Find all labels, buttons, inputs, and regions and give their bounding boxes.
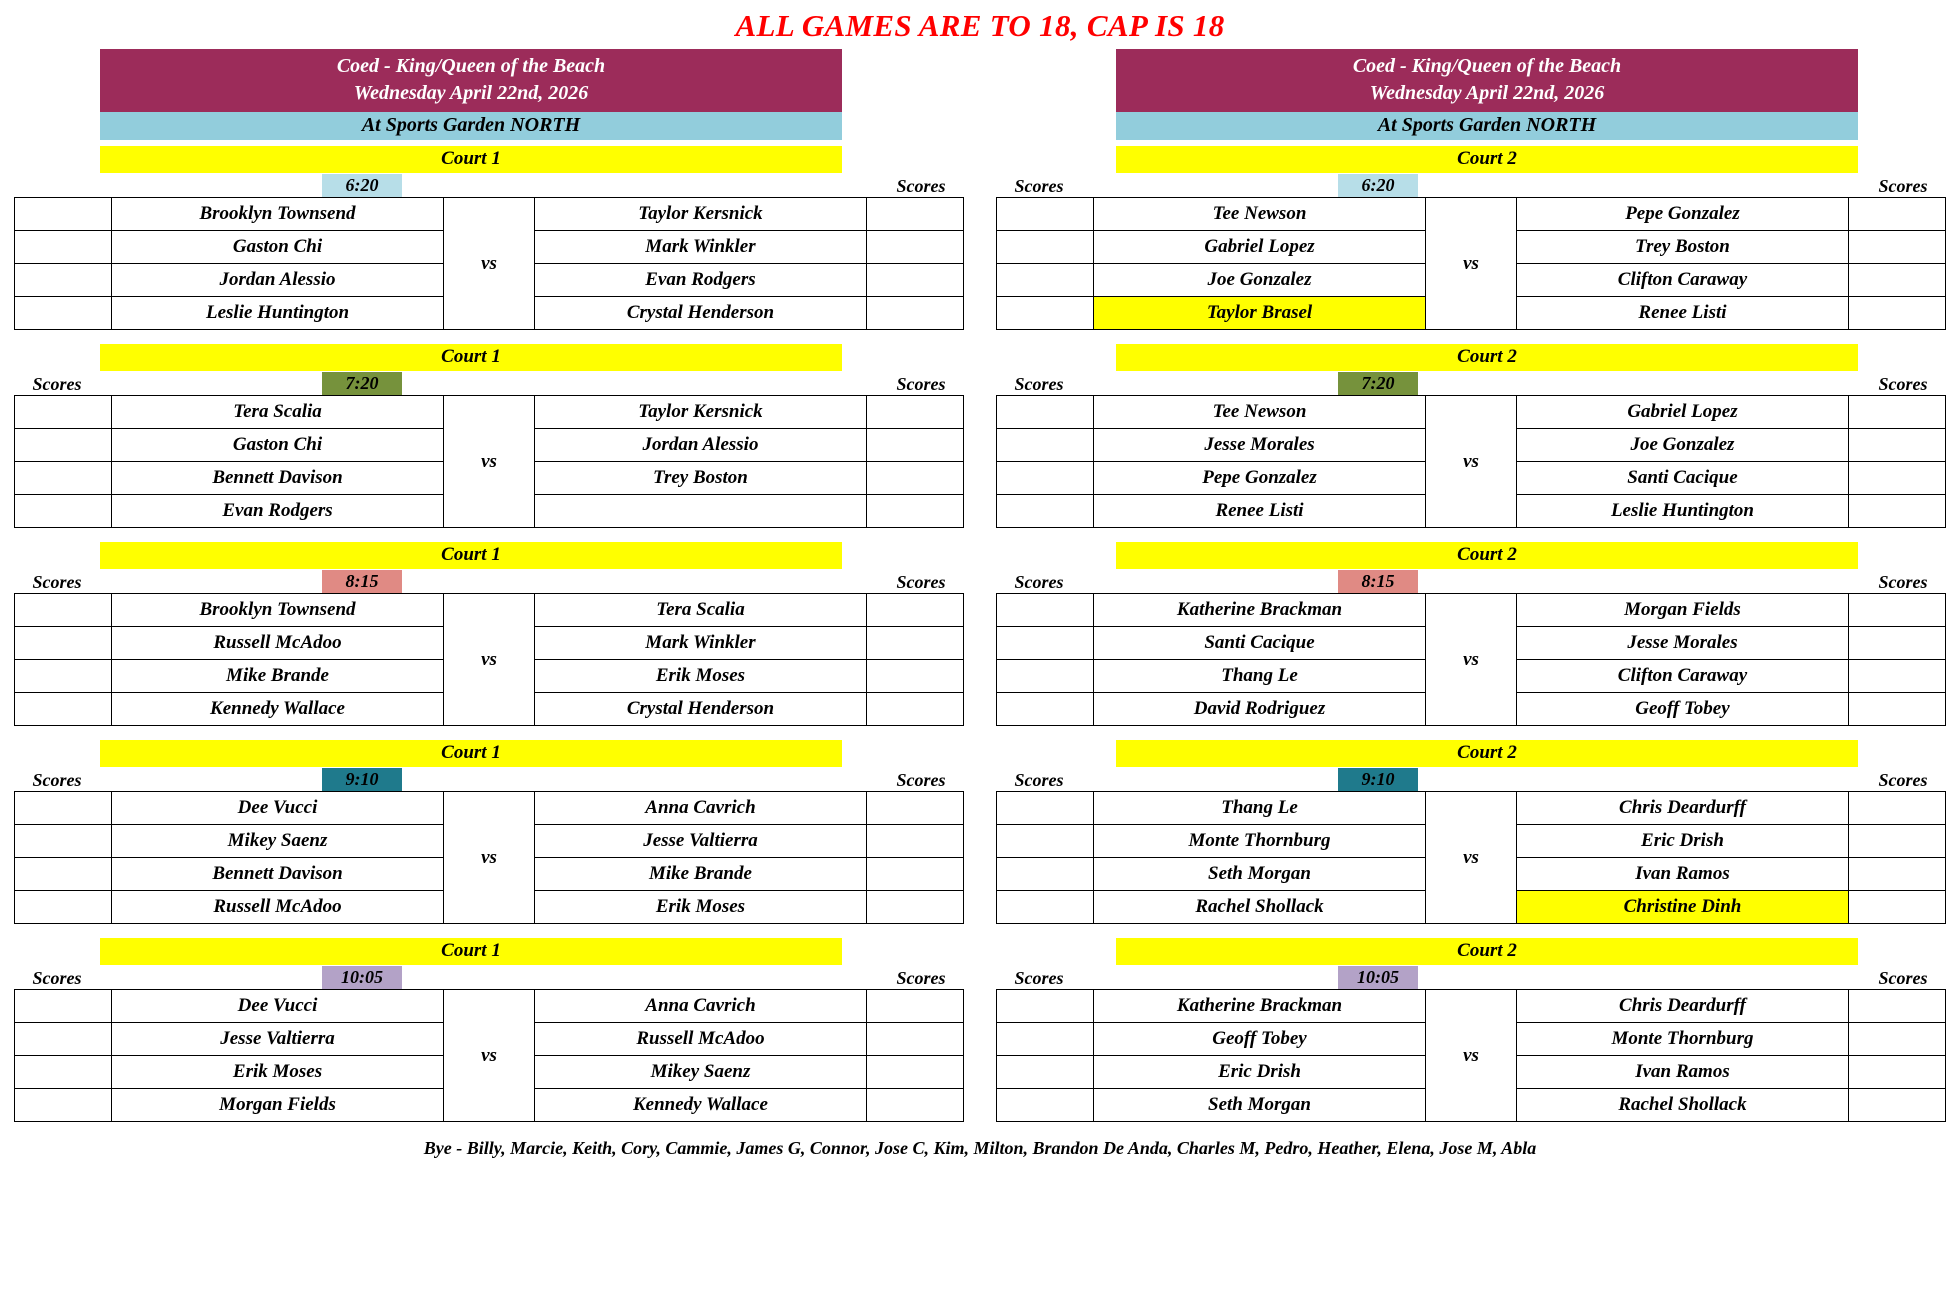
schedule-columns [0, 49, 1960, 1122]
score-input-left[interactable] [997, 693, 1094, 726]
versus-label: vs [1426, 594, 1516, 726]
score-input-left[interactable] [15, 627, 112, 660]
player-name[interactable]: Gabriel Lopez [1516, 396, 1849, 429]
player-name[interactable]: Taylor Kersnick [534, 198, 867, 231]
player-name[interactable]: Russell McAdoo [111, 891, 444, 924]
court-label: Court 1 [100, 542, 842, 569]
versus-label: vs [1426, 396, 1516, 528]
score-input-left[interactable] [997, 627, 1094, 660]
score-input-right[interactable] [867, 264, 964, 297]
score-input-right[interactable] [867, 891, 964, 924]
player-name[interactable]: Seth Morgan [1093, 1089, 1426, 1122]
score-input-right[interactable] [1849, 627, 1946, 660]
table-row [997, 990, 1946, 1023]
score-input-right[interactable] [1849, 693, 1946, 726]
score-input-left[interactable] [997, 1023, 1094, 1056]
score-input-right[interactable] [1849, 1089, 1946, 1122]
player-name[interactable]: Thang Le [1093, 660, 1426, 693]
scores-label-left: Scores [32, 770, 82, 790]
player-name[interactable]: Ivan Ramos [1516, 858, 1849, 891]
player-name[interactable]: Thang Le [1093, 792, 1426, 825]
player-name[interactable]: Eric Drish [1516, 825, 1849, 858]
player-name[interactable]: Eric Drish [1093, 1056, 1426, 1089]
match-table [14, 791, 964, 924]
event-venue-right: At Sports Garden NORTH [1116, 112, 1858, 140]
score-input-left[interactable] [997, 825, 1094, 858]
player-name[interactable]: Tee Newson [1093, 198, 1426, 231]
page-title: ALL GAMES ARE TO 18, CAP IS 18 [735, 8, 1225, 43]
player-name[interactable]: Chris Deardurff [1516, 792, 1849, 825]
match-table [14, 395, 964, 528]
court-label: Court 2 [1116, 146, 1858, 173]
player-name[interactable]: Crystal Henderson [534, 297, 867, 330]
player-name[interactable]: Seth Morgan [1093, 858, 1426, 891]
player-name[interactable]: Katherine Brackman [1093, 594, 1426, 627]
match-block [14, 542, 964, 726]
player-name[interactable]: Trey Boston [534, 462, 867, 495]
player-name[interactable]: Brooklyn Townsend [111, 198, 444, 231]
score-input-right[interactable] [867, 693, 964, 726]
score-input-right[interactable] [1849, 429, 1946, 462]
versus-label: vs [444, 396, 534, 528]
versus-label: vs [444, 990, 534, 1122]
match-table [996, 593, 1946, 726]
score-input-left[interactable] [15, 1056, 112, 1089]
match-time: 7:20 [322, 372, 402, 395]
court-label: Court 2 [1116, 344, 1858, 371]
player-name[interactable]: Dee Vucci [111, 792, 444, 825]
scores-label-right: Scores [1878, 572, 1928, 592]
scores-label-right: Scores [896, 176, 946, 196]
scores-label-right: Scores [896, 374, 946, 394]
score-input-right[interactable] [867, 462, 964, 495]
player-name[interactable]: Rachel Shollack [1093, 891, 1426, 924]
score-input-left[interactable] [997, 1089, 1094, 1122]
score-input-left[interactable] [997, 594, 1094, 627]
score-input-left[interactable] [997, 660, 1094, 693]
match-block [14, 938, 964, 1122]
versus-label: vs [1426, 792, 1516, 924]
match-time: 6:20 [322, 174, 402, 197]
player-name[interactable]: Renee Listi [1093, 495, 1426, 528]
scores-label-left: Scores [32, 374, 82, 394]
match-time: 9:10 [1338, 768, 1418, 791]
player-name[interactable]: Morgan Fields [1516, 594, 1849, 627]
table-row [997, 198, 1946, 231]
player-name[interactable]: Leslie Huntington [1516, 495, 1849, 528]
score-input-right[interactable] [867, 396, 964, 429]
score-input-left[interactable] [15, 990, 112, 1023]
player-name[interactable]: Russell McAdoo [111, 627, 444, 660]
score-input-right[interactable] [1849, 231, 1946, 264]
match-table [14, 989, 964, 1122]
score-input-left[interactable] [15, 231, 112, 264]
court-2-column [996, 49, 1946, 1122]
score-input-right[interactable] [1849, 297, 1946, 330]
score-input-left[interactable] [15, 825, 112, 858]
scores-label-left: Scores [1014, 770, 1064, 790]
time-row [14, 965, 964, 989]
score-input-right[interactable] [867, 825, 964, 858]
player-name[interactable]: Clifton Caraway [1516, 264, 1849, 297]
time-row [996, 173, 1946, 197]
score-input-left[interactable] [997, 495, 1094, 528]
score-input-right[interactable] [867, 198, 964, 231]
match-table [14, 593, 964, 726]
event-header-left [100, 49, 842, 112]
score-input-left[interactable] [997, 990, 1094, 1023]
score-input-right[interactable] [1849, 858, 1946, 891]
table-row [15, 792, 964, 825]
score-input-left[interactable] [997, 429, 1094, 462]
player-name[interactable]: Gabriel Lopez [1093, 231, 1426, 264]
table-row [997, 594, 1946, 627]
player-name[interactable]: Taylor Kersnick [534, 396, 867, 429]
match-table [14, 197, 964, 330]
player-name[interactable]: Joe Gonzalez [1516, 429, 1849, 462]
player-name[interactable]: Jesse Morales [1516, 627, 1849, 660]
match-block [14, 146, 964, 330]
player-name[interactable]: Erik Moses [534, 891, 867, 924]
match-time: 10:05 [322, 966, 402, 989]
event-date-left: Wednesday April 22nd, 2026 [353, 82, 589, 104]
player-name[interactable]: Mark Winkler [534, 231, 867, 264]
player-name[interactable]: Pepe Gonzalez [1093, 462, 1426, 495]
scores-label-left: Scores [32, 572, 82, 592]
player-name[interactable]: Santi Cacique [1093, 627, 1426, 660]
court-label: Court 1 [100, 344, 842, 371]
match-time: 10:05 [1338, 966, 1418, 989]
score-input-left[interactable] [997, 891, 1094, 924]
time-row [996, 965, 1946, 989]
score-input-left[interactable] [15, 858, 112, 891]
score-input-right[interactable] [1849, 396, 1946, 429]
time-row [14, 569, 964, 593]
court-label: Court 1 [100, 938, 842, 965]
event-title-right: Coed - King/Queen of the Beach [1352, 55, 1622, 77]
player-name[interactable]: Jesse Valtierra [111, 1023, 444, 1056]
score-input-right[interactable] [1849, 825, 1946, 858]
score-input-left[interactable] [15, 462, 112, 495]
court-label: Court 1 [100, 146, 842, 173]
player-name[interactable]: Santi Cacique [1516, 462, 1849, 495]
scores-label-right: Scores [1878, 374, 1928, 394]
time-row [14, 767, 964, 791]
match-time: 8:15 [322, 570, 402, 593]
player-name[interactable]: Bennett Davison [111, 462, 444, 495]
score-input-left[interactable] [997, 396, 1094, 429]
score-input-left[interactable] [15, 1089, 112, 1122]
court-label: Court 2 [1116, 938, 1858, 965]
player-name[interactable]: Renee Listi [1516, 297, 1849, 330]
score-input-left[interactable] [15, 297, 112, 330]
player-name[interactable]: David Rodriguez [1093, 693, 1426, 726]
score-input-left[interactable] [15, 891, 112, 924]
player-name[interactable]: Dee Vucci [111, 990, 444, 1023]
scores-label-right: Scores [1878, 176, 1928, 196]
score-input-right[interactable] [1849, 792, 1946, 825]
score-input-right[interactable] [867, 495, 964, 528]
score-input-right[interactable] [1849, 1056, 1946, 1089]
match-table [996, 197, 1946, 330]
table-row [15, 198, 964, 231]
time-row [996, 767, 1946, 791]
score-input-right[interactable] [1849, 1023, 1946, 1056]
score-input-left[interactable] [997, 198, 1094, 231]
court-label: Court 2 [1116, 740, 1858, 767]
score-input-right[interactable] [1849, 594, 1946, 627]
match-time: 9:10 [322, 768, 402, 791]
player-name[interactable]: Chris Deardurff [1516, 990, 1849, 1023]
event-venue-left: At Sports Garden NORTH [100, 112, 842, 140]
score-input-right[interactable] [867, 660, 964, 693]
player-name[interactable]: Evan Rodgers [111, 495, 444, 528]
score-input-right[interactable] [1849, 264, 1946, 297]
match-block [996, 740, 1946, 924]
scores-label-left: Scores [32, 968, 82, 988]
player-name[interactable]: Mike Brande [111, 660, 444, 693]
scores-label-left: Scores [1014, 374, 1064, 394]
player-name[interactable]: Katherine Brackman [1093, 990, 1426, 1023]
score-input-left[interactable] [15, 693, 112, 726]
table-row [15, 396, 964, 429]
scores-label-right: Scores [896, 968, 946, 988]
player-name[interactable]: Gaston Chi [111, 429, 444, 462]
player-name[interactable]: Kennedy Wallace [111, 693, 444, 726]
score-input-right[interactable] [867, 231, 964, 264]
time-row [14, 371, 964, 395]
match-table [996, 791, 1946, 924]
player-name[interactable]: Jesse Valtierra [534, 825, 867, 858]
court-1-matches [14, 146, 964, 1122]
score-input-left[interactable] [997, 858, 1094, 891]
player-name[interactable]: Geoff Tobey [1093, 1023, 1426, 1056]
table-row [997, 396, 1946, 429]
player-name[interactable]: Crystal Henderson [534, 693, 867, 726]
score-input-left[interactable] [15, 396, 112, 429]
match-block [996, 344, 1946, 528]
player-name[interactable]: Bennett Davison [111, 858, 444, 891]
player-name[interactable]: Jordan Alessio [534, 429, 867, 462]
score-input-right[interactable] [867, 429, 964, 462]
event-date-right: Wednesday April 22nd, 2026 [1369, 82, 1605, 104]
player-name[interactable]: Monte Thornburg [1516, 1023, 1849, 1056]
player-name[interactable]: Tee Newson [1093, 396, 1426, 429]
score-input-left[interactable] [997, 462, 1094, 495]
player-name[interactable]: Russell McAdoo [534, 1023, 867, 1056]
table-row [15, 990, 964, 1023]
time-row [996, 371, 1946, 395]
player-name[interactable]: Mikey Saenz [111, 825, 444, 858]
score-input-right[interactable] [1849, 462, 1946, 495]
score-input-left[interactable] [15, 660, 112, 693]
player-name[interactable]: Joe Gonzalez [1093, 264, 1426, 297]
versus-label: vs [444, 198, 534, 330]
score-input-left[interactable] [15, 594, 112, 627]
score-input-left[interactable] [15, 429, 112, 462]
event-title-left: Coed - King/Queen of the Beach [336, 55, 606, 77]
score-input-right[interactable] [867, 1089, 964, 1122]
match-time: 8:15 [1338, 570, 1418, 593]
time-row [996, 569, 1946, 593]
match-time: 6:20 [1338, 174, 1418, 197]
player-name[interactable]: Brooklyn Townsend [111, 594, 444, 627]
player-name[interactable]: Gaston Chi [111, 231, 444, 264]
scores-label-left: Scores [1014, 968, 1064, 988]
player-name[interactable]: Taylor Brasel [1093, 297, 1426, 330]
score-input-left[interactable] [15, 792, 112, 825]
match-block [996, 542, 1946, 726]
player-name[interactable]: Mark Winkler [534, 627, 867, 660]
player-name[interactable]: Rachel Shollack [1516, 1089, 1849, 1122]
score-input-right[interactable] [1849, 990, 1946, 1023]
score-input-right[interactable] [1849, 495, 1946, 528]
score-input-left[interactable] [15, 264, 112, 297]
score-input-right[interactable] [867, 1023, 964, 1056]
versus-label: vs [1426, 198, 1516, 330]
court-2-matches [996, 146, 1946, 1122]
court-label: Court 1 [100, 740, 842, 767]
match-table [996, 395, 1946, 528]
player-name[interactable]: Christine Dinh [1516, 891, 1849, 924]
score-input-right[interactable] [867, 594, 964, 627]
score-input-left[interactable] [997, 264, 1094, 297]
player-name[interactable]: Geoff Tobey [1516, 693, 1849, 726]
player-name[interactable]: Pepe Gonzalez [1516, 198, 1849, 231]
match-table [996, 989, 1946, 1122]
score-input-right[interactable] [867, 858, 964, 891]
player-name[interactable]: Monte Thornburg [1093, 825, 1426, 858]
score-input-right[interactable] [867, 297, 964, 330]
player-name[interactable]: Evan Rodgers [534, 264, 867, 297]
score-input-left[interactable] [15, 198, 112, 231]
player-name[interactable]: Mikey Saenz [534, 1056, 867, 1089]
score-input-left[interactable] [15, 1023, 112, 1056]
score-input-right[interactable] [867, 1056, 964, 1089]
court-label: Court 2 [1116, 542, 1858, 569]
versus-label: vs [444, 792, 534, 924]
scores-label-right: Scores [896, 770, 946, 790]
player-name[interactable]: Mike Brande [534, 858, 867, 891]
scores-label-right: Scores [1878, 968, 1928, 988]
scores-label-right: Scores [1878, 770, 1928, 790]
scores-label-left: Scores [1014, 572, 1064, 592]
versus-label: vs [444, 594, 534, 726]
scores-label-right: Scores [896, 572, 946, 592]
table-row [15, 594, 964, 627]
player-name[interactable]: Trey Boston [1516, 231, 1849, 264]
player-name[interactable]: Anna Cavrich [534, 792, 867, 825]
scores-label-left: Scores [1014, 176, 1064, 196]
player-name[interactable]: Tera Scalia [534, 594, 867, 627]
player-name[interactable]: Tera Scalia [111, 396, 444, 429]
score-input-left[interactable] [15, 495, 112, 528]
score-input-right[interactable] [1849, 891, 1946, 924]
player-name[interactable]: Clifton Caraway [1516, 660, 1849, 693]
court-1-column [14, 49, 964, 1122]
score-input-right[interactable] [867, 990, 964, 1023]
match-block [996, 146, 1946, 330]
bye-list: Bye - Billy, Marcie, Keith, Cory, Cammie, James G, Connor, Jose C, Kim, Milton, Brandon De Anda, Charles M, Pedro, Heather, Elena, Jose M, Abla [423, 1138, 1537, 1158]
player-name[interactable]: Jordan Alessio [111, 264, 444, 297]
score-input-left[interactable] [997, 792, 1094, 825]
player-name[interactable]: Leslie Huntington [111, 297, 444, 330]
match-time: 7:20 [1338, 372, 1418, 395]
player-name[interactable]: Anna Cavrich [534, 990, 867, 1023]
table-row [997, 792, 1946, 825]
player-name[interactable]: Ivan Ramos [1516, 1056, 1849, 1089]
versus-label: vs [1426, 990, 1516, 1122]
player-name[interactable]: Erik Moses [111, 1056, 444, 1089]
player-name[interactable]: Erik Moses [534, 660, 867, 693]
score-input-left[interactable] [997, 231, 1094, 264]
player-name[interactable] [534, 495, 867, 528]
score-input-right[interactable] [867, 792, 964, 825]
match-block [14, 344, 964, 528]
event-header-right [1116, 49, 1858, 112]
time-row [14, 173, 964, 197]
player-name[interactable]: Jesse Morales [1093, 429, 1426, 462]
match-block [14, 740, 964, 924]
match-block [996, 938, 1946, 1122]
player-name[interactable]: Kennedy Wallace [534, 1089, 867, 1122]
score-input-right[interactable] [867, 627, 964, 660]
score-input-left[interactable] [997, 297, 1094, 330]
score-input-right[interactable] [1849, 660, 1946, 693]
score-input-right[interactable] [1849, 198, 1946, 231]
score-input-left[interactable] [997, 1056, 1094, 1089]
player-name[interactable]: Morgan Fields [111, 1089, 444, 1122]
